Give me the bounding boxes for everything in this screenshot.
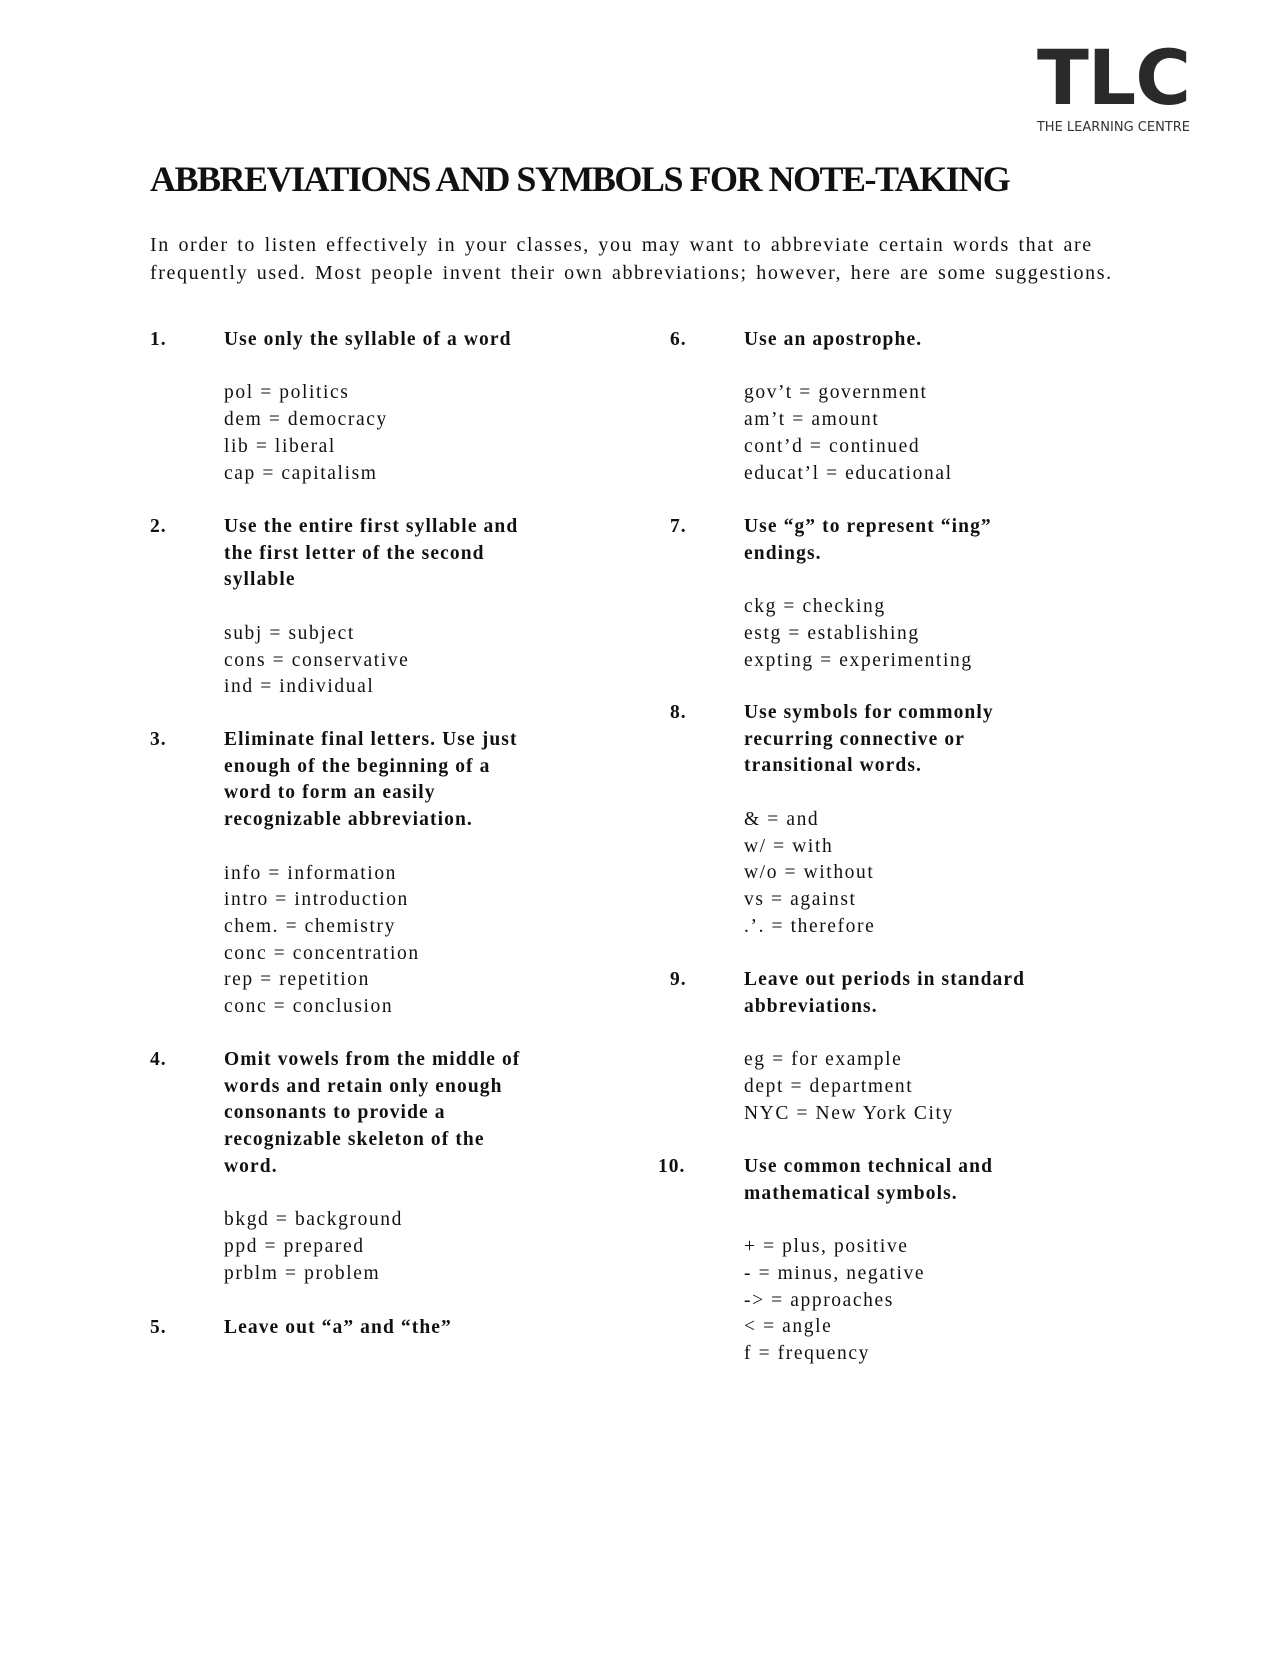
item-heading — [744, 700, 994, 780]
item-body — [224, 1315, 452, 1342]
example-line: dem = democracy — [224, 409, 388, 431]
item-number: 8. — [670, 702, 687, 723]
heading-line: Use common technical and — [744, 1156, 994, 1177]
heading-line: Use only the syllable of a word — [224, 329, 512, 350]
example-line: w/o = without — [744, 862, 875, 884]
item-examples — [744, 380, 953, 487]
item-number: 1. — [150, 329, 167, 350]
item-body — [224, 1047, 520, 1287]
example-line: f = frequency — [744, 1342, 870, 1364]
item-examples — [224, 861, 518, 1021]
item-examples — [224, 621, 518, 701]
example-line: NYC = New York City — [744, 1102, 954, 1124]
item-examples — [224, 380, 512, 487]
item-examples — [224, 1207, 520, 1287]
heading-line: word to form an easily — [224, 782, 436, 804]
example-line: expting = experimenting — [744, 649, 973, 671]
tlc-logo — [1030, 33, 1190, 135]
item-heading — [744, 327, 953, 354]
item-examples — [744, 1234, 993, 1368]
example-line: .’. = therefore — [744, 915, 876, 937]
heading-line: Omit vowels from the middle of — [224, 1049, 521, 1070]
item-body — [744, 967, 1025, 1127]
example-line: cons = conservative — [224, 649, 410, 671]
item-number: 4. — [150, 1049, 167, 1070]
intro-paragraph: In order to listen effectively in your classes, you may want to abbreviate certain words that are frequently used. Most people invent their own abbreviations; however, here are some suggestions. — [150, 234, 1113, 284]
heading-line: Use an apostrophe. — [744, 329, 923, 350]
item-number: 9. — [670, 969, 687, 990]
item-number: 2. — [150, 516, 167, 537]
item-examples — [744, 594, 992, 674]
heading-line: words and retain only enough — [224, 1075, 503, 1097]
example-line: subj = subject — [224, 622, 355, 644]
example-line: bkgd = background — [224, 1209, 404, 1231]
example-line: eg = for example — [744, 1049, 903, 1071]
item-body — [744, 327, 953, 487]
heading-line: Leave out periods in standard — [744, 969, 1026, 990]
heading-line: Eliminate final letters. Use just — [224, 729, 518, 750]
page-title: ABBREVIATIONS AND SYMBOLS FOR NOTE-TAKING — [150, 159, 1010, 199]
example-line: conc = concentration — [224, 942, 420, 964]
heading-line: recognizable skeleton of the — [224, 1129, 485, 1151]
item-examples — [744, 807, 994, 941]
heading-line: recurring connective or — [744, 728, 965, 750]
example-line: ppd = prepared — [224, 1235, 365, 1257]
item-body — [744, 514, 992, 674]
example-line: vs = against — [744, 888, 857, 910]
example-line: info = information — [224, 862, 398, 884]
example-line: + = plus, positive — [744, 1236, 909, 1258]
item-heading — [224, 1315, 452, 1342]
item-heading — [224, 327, 512, 354]
heading-line: word. — [224, 1155, 278, 1177]
example-line: < = angle — [744, 1316, 833, 1338]
example-line: am’t = amount — [744, 409, 880, 431]
heading-line: endings. — [744, 542, 822, 564]
example-line: prblm = problem — [224, 1262, 381, 1284]
heading-line: the first letter of the second — [224, 542, 485, 564]
example-line: cont’d = continued — [744, 435, 921, 457]
heading-line: recognizable abbreviation. — [224, 809, 473, 831]
item-number: 5. — [150, 1317, 167, 1338]
item-heading — [224, 727, 518, 834]
item-body — [224, 727, 518, 1021]
logo-mark: TLC — [1036, 33, 1190, 122]
logo-subtitle: THE LEARNING CENTRE — [1036, 120, 1190, 135]
example-line: cap = capitalism — [224, 462, 378, 484]
item-heading — [224, 1047, 520, 1181]
example-line: ckg = checking — [744, 596, 886, 618]
heading-line: Use the entire first syllable and — [224, 516, 519, 537]
item-number: 7. — [670, 516, 687, 537]
item-heading — [744, 1154, 993, 1207]
item-body — [744, 1154, 993, 1368]
item-body — [744, 700, 994, 940]
heading-line: Leave out “a” and “the” — [224, 1317, 452, 1338]
heading-line: mathematical symbols. — [744, 1182, 958, 1204]
example-line: chem. = chemistry — [224, 915, 396, 937]
heading-line: Use symbols for commonly — [744, 702, 994, 723]
example-line: ind = individual — [224, 676, 375, 698]
item-number: 3. — [150, 729, 167, 750]
heading-line: syllable — [224, 569, 296, 591]
example-line: w/ = with — [744, 835, 834, 857]
heading-line: enough of the beginning of a — [224, 755, 491, 777]
heading-line: consonants to provide a — [224, 1102, 446, 1124]
item-heading — [744, 514, 992, 567]
heading-line: transitional words. — [744, 755, 922, 777]
example-line: estg = establishing — [744, 622, 920, 644]
item-body — [224, 514, 518, 701]
example-line: rep = repetition — [224, 969, 370, 991]
item-heading — [744, 967, 1025, 1020]
example-line: & = and — [744, 808, 820, 830]
example-line: - = minus, negative — [744, 1262, 926, 1284]
heading-line: abbreviations. — [744, 995, 878, 1017]
example-line: intro = introduction — [224, 889, 409, 911]
item-heading — [224, 514, 518, 594]
example-line: gov’t = government — [744, 382, 928, 404]
example-line: conc = conclusion — [224, 996, 394, 1018]
item-body — [224, 327, 512, 487]
example-line: -> = approaches — [744, 1289, 894, 1311]
example-line: pol = politics — [224, 382, 350, 404]
item-number: 6. — [670, 329, 687, 350]
item-number: 10. — [658, 1156, 686, 1177]
heading-line: Use “g” to represent “ing” — [744, 516, 992, 537]
item-examples — [744, 1047, 1025, 1127]
example-line: lib = liberal — [224, 435, 336, 457]
example-line: dept = department — [744, 1075, 914, 1097]
example-line: educat’l = educational — [744, 462, 953, 484]
